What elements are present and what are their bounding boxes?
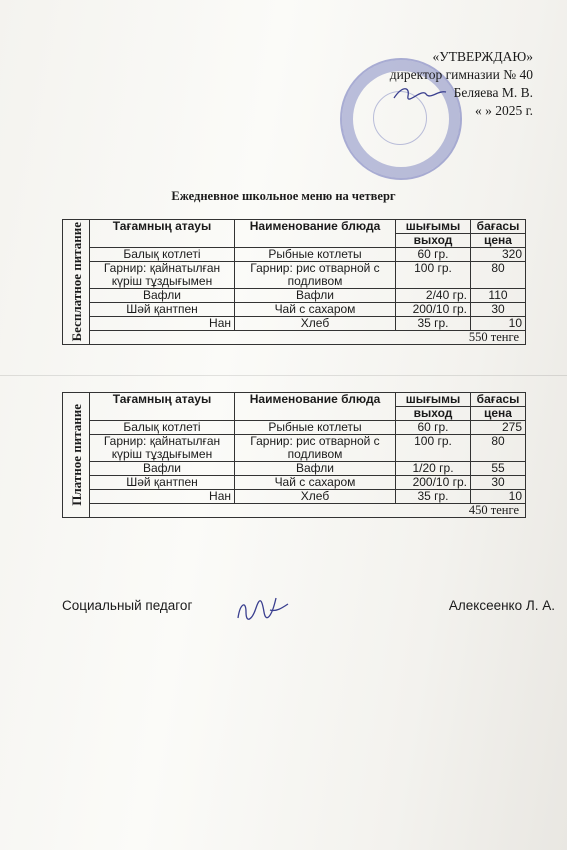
dish-kz: Балық котлеті — [90, 421, 235, 435]
paid-meal-total: 450 тенге — [90, 504, 526, 518]
dish-price: 80 — [471, 262, 526, 289]
dish-kz: Вафли — [90, 462, 235, 476]
dish-price: 10 — [471, 490, 526, 504]
header-output-ru: выход — [396, 234, 471, 248]
header-ru-name: Наименование блюда — [235, 393, 396, 421]
header-kz-name: Тағамның атауы — [90, 220, 235, 248]
dish-ru: Чай с сахаром — [235, 476, 396, 490]
header-ru-name: Наименование блюда — [235, 220, 396, 248]
approval-position: директор гимназии № 40 — [389, 67, 533, 82]
header-kz-name: Тағамның атауы — [90, 393, 235, 421]
dish-output: 60 гр. — [396, 421, 471, 435]
dish-output: 1/20 гр. — [396, 462, 471, 476]
table-row — [63, 476, 526, 490]
table-row — [63, 317, 526, 331]
dish-price: 80 — [471, 435, 526, 462]
dish-ru: Чай с сахаром — [235, 303, 396, 317]
table-row — [63, 421, 526, 435]
dish-ru: Вафли — [235, 289, 396, 303]
approval-date: « » 2025 г. — [474, 103, 533, 118]
dish-output: 35 гр. — [396, 317, 471, 331]
dish-price: 10 — [471, 317, 526, 331]
dish-ru: Рыбные котлеты — [235, 248, 396, 262]
pedagogue-signature — [232, 590, 292, 630]
table-row — [63, 462, 526, 476]
dish-price: 275 — [471, 421, 526, 435]
dish-ru: Вафли — [235, 462, 396, 476]
free-meal-table — [62, 219, 526, 345]
paid-meal-table — [62, 392, 526, 518]
free-meal-side-label: Бесплатное питание — [63, 220, 90, 345]
paid-meal-side-label: Платное питание — [63, 393, 90, 518]
dish-kz: Шәй қантпен — [90, 303, 235, 317]
paper-fold — [0, 375, 567, 376]
table-row — [63, 490, 526, 504]
header-price-kz: бағасы — [471, 220, 526, 234]
dish-output: 35 гр. — [396, 490, 471, 504]
document-title: Ежедневное школьное меню на четверг — [171, 189, 396, 203]
table-row — [63, 435, 526, 462]
free-meal-total: 550 тенге — [90, 331, 526, 345]
dish-output: 100 гр. — [396, 262, 471, 289]
director-signature — [392, 84, 448, 102]
table-row — [63, 248, 526, 262]
dish-ru: Рыбные котлеты — [235, 421, 396, 435]
dish-kz: Нан — [90, 490, 235, 504]
dish-ru: Гарнир: рис отварной с подливом — [235, 435, 396, 462]
dish-output: 2/40 гр. — [396, 289, 471, 303]
header-output-kz: шығымы — [396, 220, 471, 234]
social-pedagogue-title: Социальный педагог — [62, 598, 193, 613]
dish-kz: Нан — [90, 317, 235, 331]
dish-kz: Гарнир: қайнатылған күріш тұздығымен — [90, 435, 235, 462]
dish-price: 55 — [471, 462, 526, 476]
header-output-kz: шығымы — [396, 393, 471, 407]
dish-output: 200/10 гр. — [396, 303, 471, 317]
table-row — [63, 303, 526, 317]
dish-kz: Шәй қантпен — [90, 476, 235, 490]
dish-price: 30 — [471, 476, 526, 490]
dish-output: 60 гр. — [396, 248, 471, 262]
header-price-ru: цена — [471, 234, 526, 248]
dish-kz: Балық котлеті — [90, 248, 235, 262]
header-price-ru: цена — [471, 407, 526, 421]
dish-price: 320 — [471, 248, 526, 262]
dish-kz: Гарнир: қайнатылған күріш тұздығымен — [90, 262, 235, 289]
dish-output: 100 гр. — [396, 435, 471, 462]
dish-ru: Хлеб — [235, 490, 396, 504]
social-pedagogue-name: Алексеенко Л. А. — [448, 598, 555, 613]
dish-price: 110 — [471, 289, 526, 303]
dish-kz: Вафли — [90, 289, 235, 303]
table-row — [63, 289, 526, 303]
table-row — [63, 262, 526, 289]
dish-ru: Хлеб — [235, 317, 396, 331]
dish-price: 30 — [471, 303, 526, 317]
dish-output: 200/10 гр. — [396, 476, 471, 490]
approval-name: Беляева М. В. — [453, 85, 533, 100]
approval-heading: «УТВЕРЖДАЮ» — [432, 49, 533, 64]
dish-ru: Гарнир: рис отварной с подливом — [235, 262, 396, 289]
header-output-ru: выход — [396, 407, 471, 421]
header-price-kz: бағасы — [471, 393, 526, 407]
